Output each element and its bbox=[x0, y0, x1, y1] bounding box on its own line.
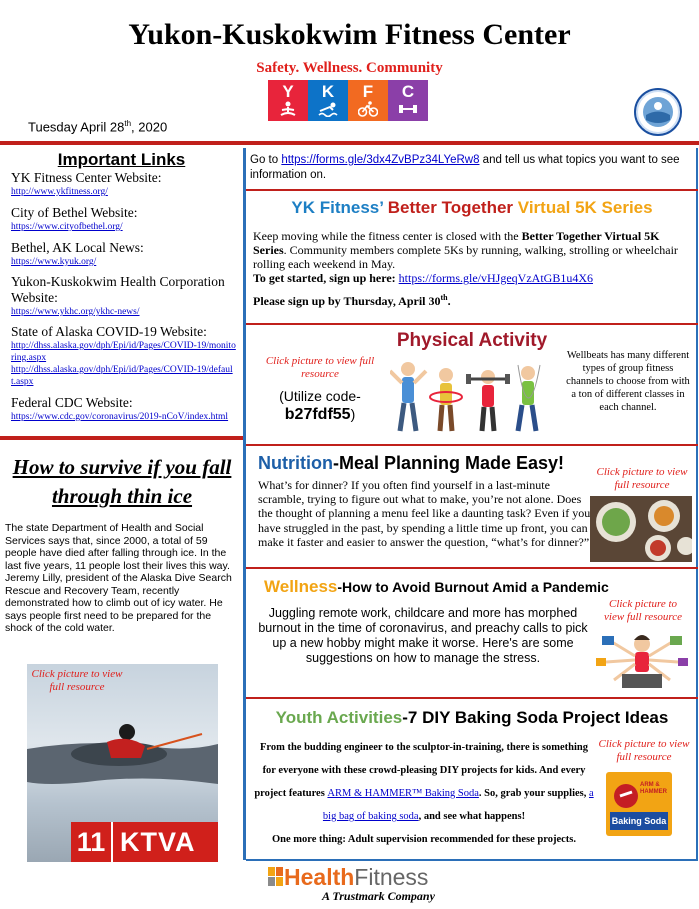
multitasking-person-illustration bbox=[592, 628, 692, 690]
header-divider bbox=[0, 141, 699, 145]
section-divider-1 bbox=[246, 189, 698, 191]
virtual-5k-title: YK Fitness’ Better Together Virtual 5K Series bbox=[291, 198, 653, 217]
physical-activity-code-block: Click picture to view full resource (Utilize code- b27fdf55) bbox=[262, 355, 378, 424]
nutrition-click-note: Click picture to view full resource bbox=[596, 466, 688, 491]
physical-activity-image[interactable] bbox=[390, 355, 550, 437]
ice-article-title: How to survive if you fall through thin ice bbox=[12, 455, 232, 508]
issue-date: Tuesday April 28th, 2020 bbox=[28, 119, 168, 135]
ykfitness-link[interactable]: http://www.ykfitness.org/ bbox=[11, 187, 108, 197]
wellness-title: Wellness-How to Avoid Burnout Amid a Pandemic bbox=[264, 577, 609, 596]
survey-text: Go to https://forms.gle/3dx4ZvBPz34LYeRw8 and tell us what topics you want to see information on. bbox=[250, 154, 680, 181]
ice-rescue-photo[interactable] bbox=[27, 664, 218, 862]
wellness-click-note: Click picture to view full resource bbox=[604, 598, 682, 623]
youth-click-note: Click picture to view full resource bbox=[598, 738, 690, 763]
important-links-heading: Important Links bbox=[57, 150, 186, 169]
city-of-bethel-link[interactable]: https://www.cityofbethel.org/ bbox=[11, 222, 123, 232]
logo-tile-c: C bbox=[388, 80, 428, 121]
logo-tile-y: Y bbox=[268, 80, 308, 121]
exercise-people-illustration bbox=[390, 355, 550, 437]
ice-click-note: Click picture to view full resource bbox=[31, 668, 123, 693]
links-divider bbox=[0, 436, 243, 440]
trustmark-tagline: A Trustmark Company bbox=[322, 889, 435, 903]
section-divider-5 bbox=[246, 697, 698, 699]
tagline: Safety. Wellness. Community bbox=[256, 60, 443, 76]
logo-tile-f: F bbox=[348, 80, 388, 121]
healthfitness-logo: HealthFitness bbox=[268, 864, 428, 891]
cycling-icon bbox=[358, 101, 378, 117]
baking-soda-box-image[interactable] bbox=[606, 772, 672, 836]
nutrition-title: Nutrition-Meal Planning Made Easy! bbox=[258, 453, 565, 473]
box-label: Baking Soda bbox=[611, 816, 667, 826]
link-block-ykhc: Yukon-Kuskokwim Health Corporation Website: https://www.ykhc.org/ykhc-news/ bbox=[11, 274, 237, 318]
burnout-image[interactable] bbox=[592, 628, 692, 690]
section-divider-3 bbox=[246, 444, 698, 446]
cdc-link[interactable]: https://www.cdc.gov/coronavirus/2019-nCoV/index.html bbox=[11, 412, 229, 422]
link-block-ykfitness: YK Fitness Center Website: http://www.ykfitness.org/ bbox=[11, 170, 237, 198]
ykhc-link[interactable]: https://www.ykhc.org/ykhc-news/ bbox=[11, 307, 140, 317]
nutrition-body: What’s for dinner? If you often find yourself in a last-minute scramble, trying to figure out what to make, you’re not alone. Does the thought of planning a menu feel like a daunting task? Even if you have struggled in the past, by spending a little time up front, you can make it faster and easier to answer the question, “what’s for dinner?” bbox=[258, 478, 591, 549]
page-title: Yukon-Kuskokwim Fitness Center bbox=[128, 18, 571, 51]
physical-click-note: Click picture to view full resource bbox=[265, 355, 375, 380]
city-seal-logo bbox=[634, 88, 682, 136]
survey-link[interactable]: https://forms.gle/3dx4ZvBPz34LYeRw8 bbox=[281, 154, 480, 166]
alaska-covid-default-link[interactable]: http://dhss.alaska.gov/dph/Epi/id/Pages/COVID-19/default.aspx bbox=[11, 365, 233, 387]
ykfc-logo bbox=[268, 80, 428, 121]
youth-activities-title: Youth Activities-7 DIY Baking Soda Project Ideas bbox=[275, 708, 669, 727]
meal-planning-image[interactable] bbox=[590, 496, 692, 562]
link-block-bethel: City of Bethel Website: https://www.cityofbethel.org/ bbox=[11, 205, 237, 233]
ktva-logo: 11 KTVA bbox=[71, 822, 218, 862]
healthfitness-mark-icon bbox=[268, 867, 284, 887]
ice-article-body: The state Department of Health and Social Services says that, since 2000, a total of 59 people have died after falling through ice. In the last five years, 11 people lost their lives this way. Jeremy Lilly, president of the Alaska Dive Search Rescue and Recovery Team, recently demonstrated how to climb out of icy water. He says people first need to be prepared for the shock of the cold water. bbox=[5, 522, 232, 634]
link-block-news: Bethel, AK Local News: https://www.kyuk.org/ bbox=[11, 240, 237, 268]
virtual-5k-body: Keep moving while the fitness center is closed with the Better Together Virtual 5K Series. Community members complete 5Ks by running, walking, strolling or wheelchair rolling each weekend in May. To get started, sign up here: https://forms.gle/vHJgeqVzAtGB1u4X6 Please sign up by Thursday, April 30th. bbox=[253, 229, 678, 308]
link-block-alaska-covid: State of Alaska COVID-19 Website: http://dhss.alaska.gov/dph/Epi/id/Pages/COVID-19/monitoring.aspx http://dhss.alaska.gov/dph/Epi/id/Pages/COVID-19/default.aspx bbox=[11, 324, 236, 387]
kyuk-news-link[interactable]: https://www.kyuk.org/ bbox=[11, 257, 97, 267]
virtual-5k-signup-link[interactable]: https://forms.gle/vHJgeqVzAtGB1u4X6 bbox=[398, 271, 593, 285]
food-bowls-illustration bbox=[590, 496, 692, 562]
section-divider-2 bbox=[246, 323, 698, 325]
logo-tile-k: K bbox=[308, 80, 348, 121]
wellness-body: Juggling remote work, childcare and more has morphed burnout in the time of coronavirus, and preachy calls to pick up a new hobby might make it worse. Here's are some suggestions on how to manage the stress. bbox=[258, 606, 588, 665]
box-brand: ARM & HAMMER bbox=[640, 782, 667, 795]
section-divider-4 bbox=[246, 567, 698, 569]
youth-activities-body: From the budding engineer to the sculptor-in-training, there is something for everyone with these crowd-pleasing DIY projects for kids. And every project features ARM & HAMMER™ Baking Soda. So, grab your supplies, a big bag of baking soda, and see what happens! One more thing: Adult supervision recommended for these projects. bbox=[254, 742, 594, 845]
link-block-cdc: Federal CDC Website: https://www.cdc.gov/coronavirus/2019-nCoV/index.html bbox=[11, 395, 237, 423]
swimming-icon bbox=[318, 101, 338, 117]
arm-hammer-link[interactable]: ARM & HAMMER™ Baking Soda bbox=[327, 788, 479, 799]
meditation-icon bbox=[278, 101, 298, 117]
wellbeats-code: b27fdf55 bbox=[284, 406, 351, 423]
dumbbell-icon bbox=[398, 101, 418, 117]
alaska-covid-monitoring-link[interactable]: http://dhss.alaska.gov/dph/Epi/id/Pages/COVID-19/monitoring.aspx bbox=[11, 341, 236, 363]
ice-water-illustration bbox=[27, 664, 218, 824]
physical-activity-title: Physical Activity bbox=[396, 330, 548, 351]
baking-soda-bag-link[interactable]: a big bag of baking soda bbox=[322, 788, 594, 822]
wellbeats-description: Wellbeats has many different types of group fitness channels to choose from with a ton of different classes in each channel. bbox=[566, 350, 690, 413]
